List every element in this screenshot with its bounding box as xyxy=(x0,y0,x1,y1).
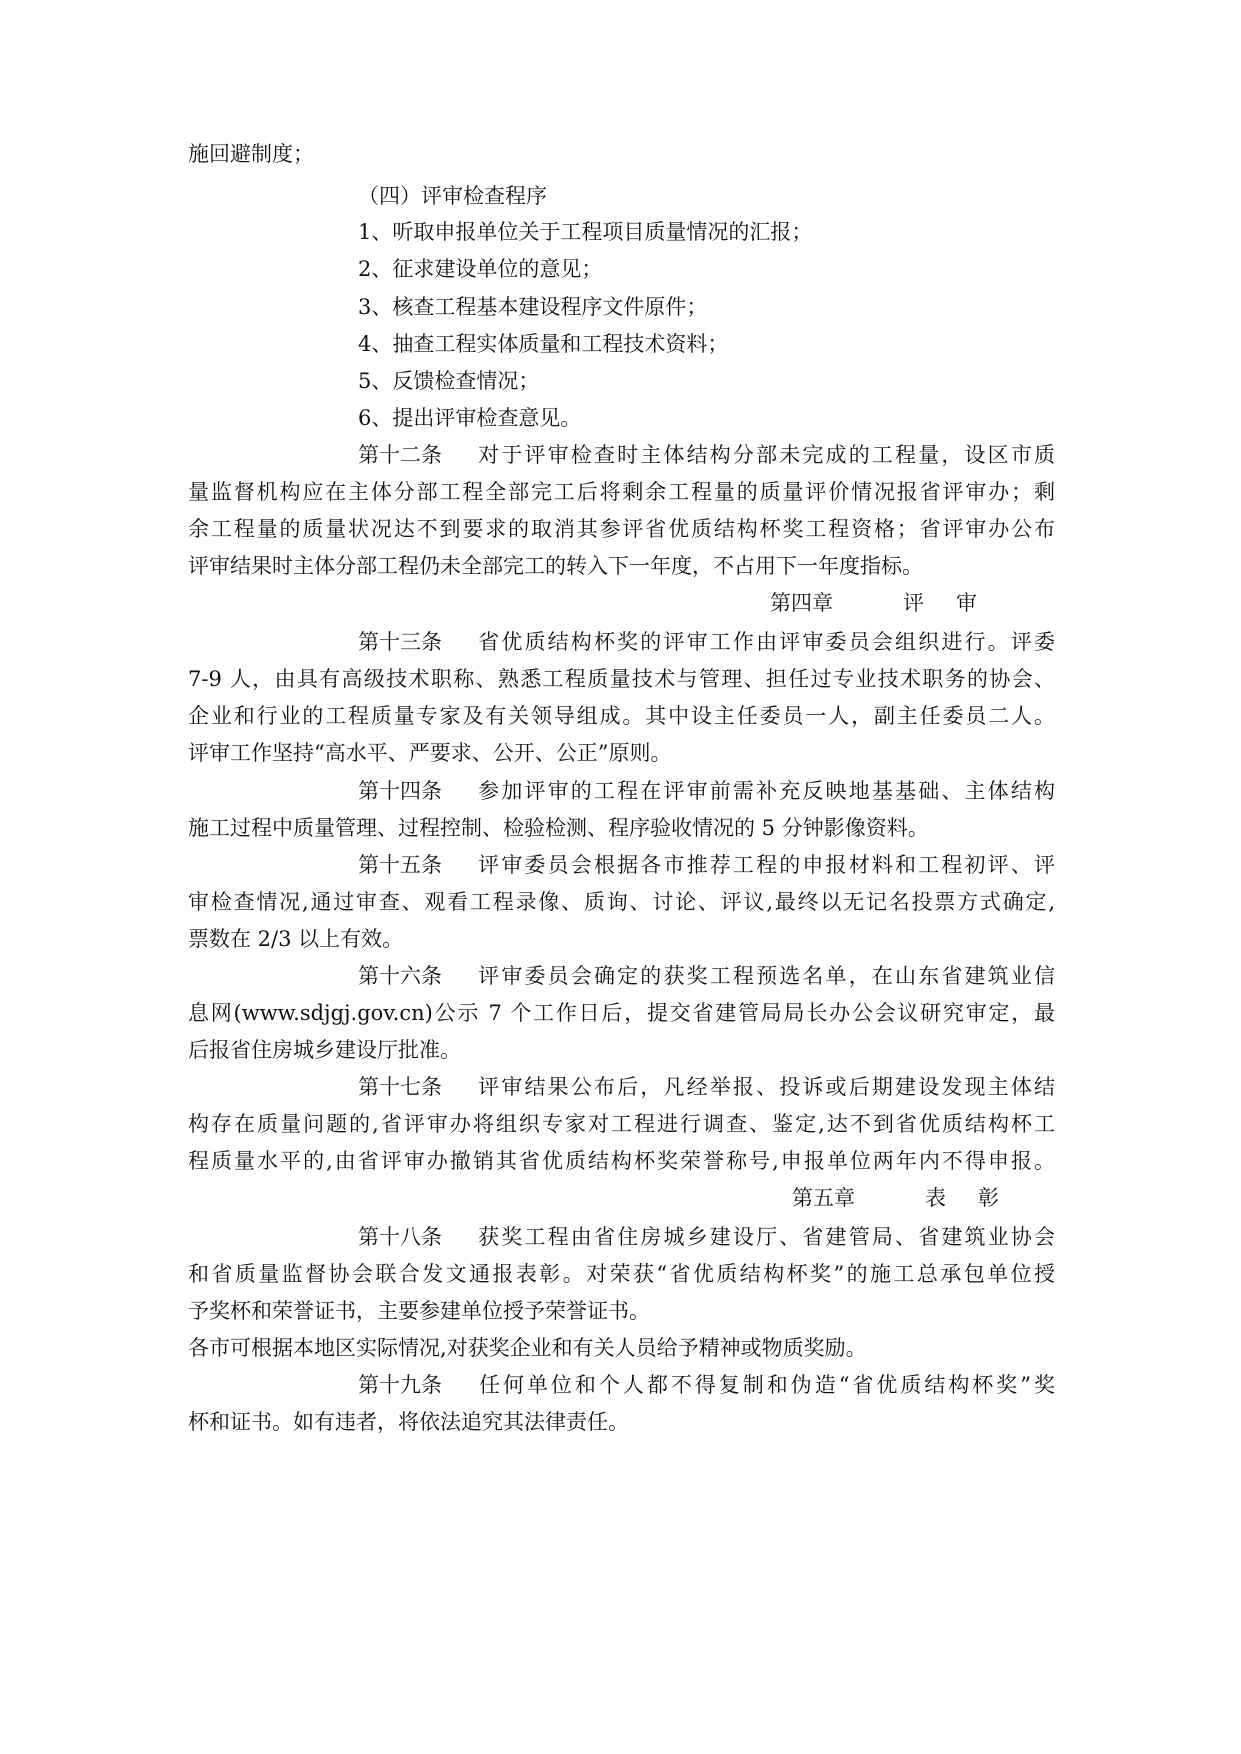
chapter-number: 第四章 xyxy=(770,591,833,615)
article-text: 参加评审的工程在评审前需补充反映地基基础、主体结构 xyxy=(476,779,1055,803)
text-line: 构存在质量问题的,省评审办将组织专家对工程进行调查、鉴定,达不到省优质结构杯工 xyxy=(188,1112,1055,1136)
article-text: 评审结果公布后，凡经举报、投诉或后期建设发现主体结 xyxy=(476,1075,1055,1099)
text-line: 程质量水平的,由省评审办撤销其省优质结构杯奖荣誉称号,申报单位两年内不得申报。 xyxy=(188,1149,1055,1173)
text-line: 杯和证书。如有违者，将依法追究其法律责任。 xyxy=(188,1410,629,1434)
chapter-title-char: 彰 xyxy=(978,1186,999,1210)
article-number: 第十五条 xyxy=(358,853,442,877)
article-number: 第十六条 xyxy=(358,964,442,988)
chapter-title-char: 评 xyxy=(903,591,924,615)
list-item: 6、提出评审检查意见。 xyxy=(358,406,582,430)
article-text: 获奖工程由省住房城乡建设厅、省建管局、省建筑业协会 xyxy=(476,1225,1055,1249)
text-line: 评审结果时主体分部工程仍未全部完工的转入下一年度，不占用下一年度指标。 xyxy=(188,554,923,578)
section-heading: （四）评审检查程序 xyxy=(358,184,547,208)
article-text: 省优质结构杯奖的评审工作由评审委员会组织进行。评委 xyxy=(476,630,1055,654)
text-line: 息网(www.sdjgj.gov.cn)公示 7 个工作日后，提交省建管局局长办公会议研究审定，最 xyxy=(188,1001,1055,1025)
article-19-line xyxy=(358,1370,1055,1400)
text-line: 予奖杯和荣誉证书，主要参建单位授予荣誉证书。 xyxy=(188,1299,650,1323)
article-number: 第十四条 xyxy=(358,779,442,803)
list-item: 3、核查工程基本建设程序文件原件； xyxy=(358,295,708,319)
list-item: 4、抽查工程实体质量和工程技术资料； xyxy=(358,332,729,356)
chapter-title-char: 审 xyxy=(956,591,977,615)
article-text: 任何单位和个人都不得复制和伪造“省优质结构杯奖”奖 xyxy=(476,1373,1055,1397)
chapter-title-char: 表 xyxy=(925,1186,946,1210)
chapter-heading xyxy=(770,588,977,618)
text-line: 评审工作坚持“高水平、严要求、公开、公正”原则。 xyxy=(188,741,672,765)
text-line: 量监督机构应在主体分部工程全部完工后将剩余工程量的质量评价情况报省评审办；剩 xyxy=(188,480,1055,504)
article-number: 第十七条 xyxy=(358,1075,442,1099)
text-line: 企业和行业的工程质量专家及有关领导组成。其中设主任委员一人，副主任委员二人。 xyxy=(188,704,1055,728)
article-12-line xyxy=(358,440,1055,470)
chapter-number: 第五章 xyxy=(792,1186,855,1210)
text-line: 后报省住房城乡建设厅批准。 xyxy=(188,1038,461,1062)
text-line: 施回避制度； xyxy=(188,142,314,166)
list-item: 2、征求建设单位的意见； xyxy=(358,257,603,281)
text-line: 余工程量的质量状况达不到要求的取消其参评省优质结构杯奖工程资格；省评审办公布 xyxy=(188,517,1055,541)
text-line: 和省质量监督协会联合发文通报表彰。对荣获“省优质结构杯奖”的施工总承包单位授 xyxy=(188,1262,1055,1286)
chapter-heading xyxy=(792,1183,999,1213)
article-number: 第十二条 xyxy=(358,443,442,467)
article-13-line xyxy=(358,627,1055,657)
text-line: 各市可根据本地区实际情况,对获奖企业和有关人员给予精神或物质奖励。 xyxy=(188,1336,867,1360)
list-item: 1、听取申报单位关于工程项目质量情况的汇报； xyxy=(358,220,813,244)
article-text: 评审委员会根据各市推荐工程的申报材料和工程初评、评 xyxy=(476,853,1055,877)
article-text: 对于评审检查时主体结构分部未完成的工程量，设区市质 xyxy=(476,443,1055,467)
article-16-line xyxy=(358,961,1055,991)
text-line: 施工过程中质量管理、过程控制、检验检测、程序验收情况的 5 分钟影像资料。 xyxy=(188,816,929,840)
article-14-line xyxy=(358,776,1055,806)
article-15-line xyxy=(358,850,1055,880)
list-item: 5、反馈检查情况； xyxy=(358,369,540,393)
text-line: 票数在 2/3 以上有效。 xyxy=(188,927,404,951)
article-text: 评审委员会确定的获奖工程预选名单，在山东省建筑业信 xyxy=(476,964,1055,988)
text-line: 审检查情况,通过审查、观看工程录像、质询、讨论、评议,最终以无记名投票方式确定, xyxy=(188,890,1055,914)
article-18-line xyxy=(358,1222,1055,1252)
article-number: 第十八条 xyxy=(358,1225,442,1249)
article-17-line xyxy=(358,1072,1055,1102)
text-line: 7-9 人，由具有高级技术职称、熟悉工程质量技术与管理、担任过专业技术职务的协会、 xyxy=(188,667,1055,691)
article-number: 第十三条 xyxy=(358,630,442,654)
article-number: 第十九条 xyxy=(358,1373,442,1397)
